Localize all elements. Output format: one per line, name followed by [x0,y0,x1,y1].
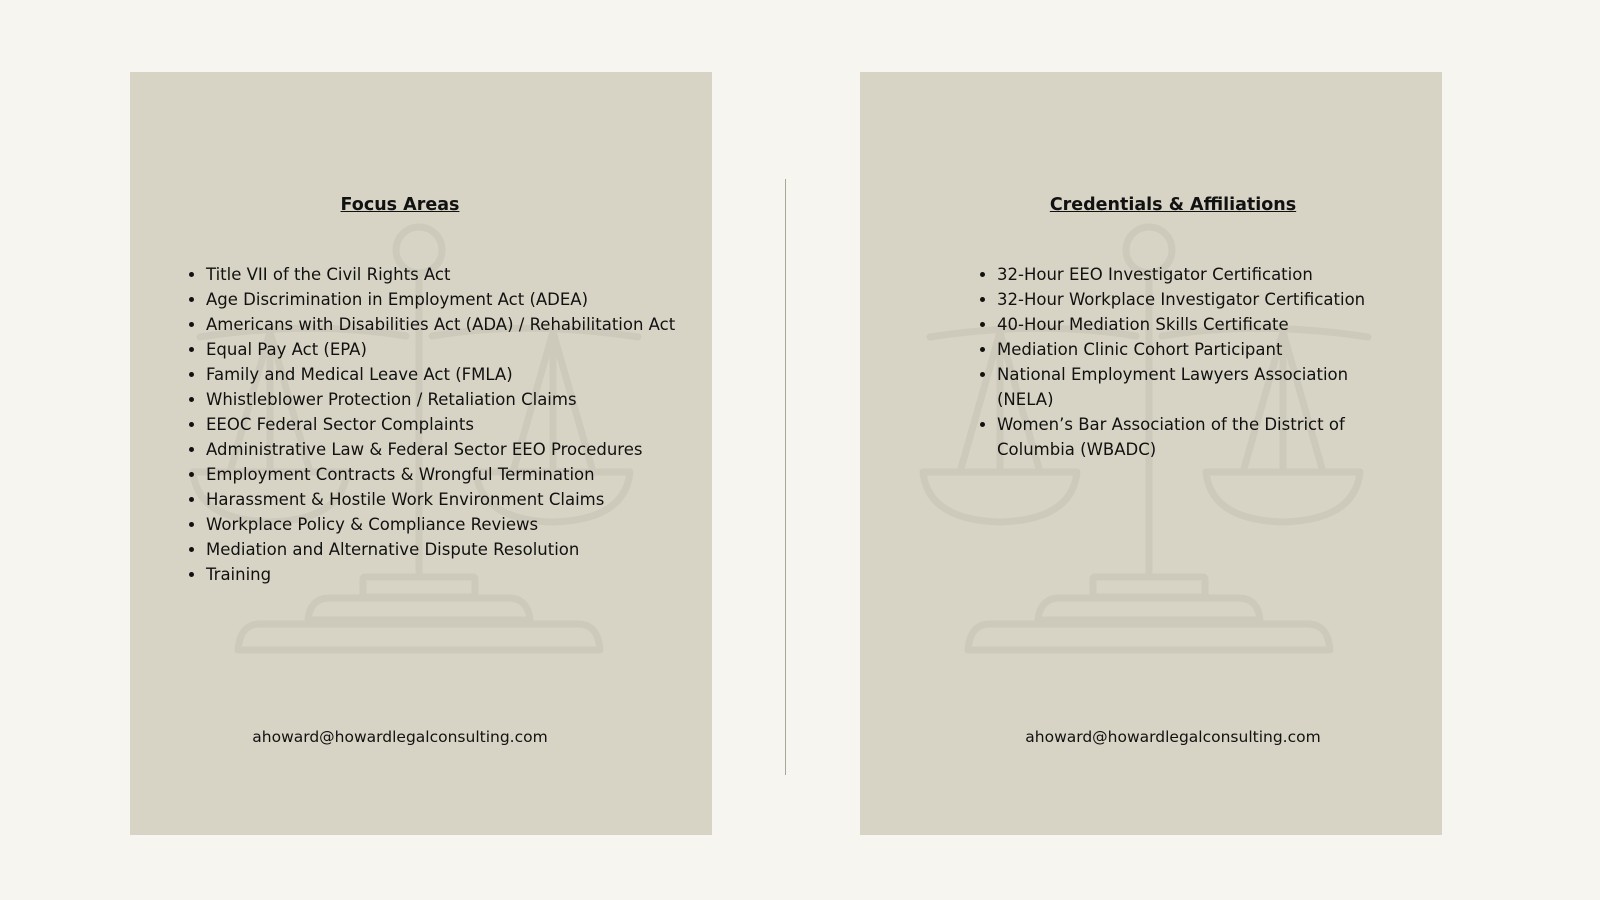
focus-areas-card [130,72,712,835]
focus-areas-title: Focus Areas [340,195,460,215]
list-item: • Title VII of the Civil Rights Act [206,262,712,287]
credentials-list [973,262,1395,462]
list-item: • National Employment Lawyers Association (NELA) [997,362,1395,412]
list-item: • Mediation Clinic Cohort Participant [997,337,1395,362]
list-item: • Employment Contracts & Wrongful Termination [206,462,712,487]
list-item: • 40-Hour Mediation Skills Certificate [997,312,1395,337]
list-item: • EEOC Federal Sector Complaints [206,412,712,437]
list-item: • Whistleblower Protection / Retaliation Claims [206,387,712,412]
contact-email[interactable]: ahoward@howardlegalconsulting.com [252,728,548,746]
list-item: • Mediation and Alternative Dispute Resolution [206,537,712,562]
vertical-divider [785,179,786,775]
list-item: • 32-Hour EEO Investigator Certification [997,262,1395,287]
list-item: • Training [206,562,712,587]
list-item: • Women’s Bar Association of the District of Columbia (WBADC) [997,412,1395,462]
list-item: • Harassment & Hostile Work Environment Claims [206,487,712,512]
list-item: • Americans with Disabilities Act (ADA) / Rehabilitation Act [206,312,712,337]
list-item: • Equal Pay Act (EPA) [206,337,712,362]
list-item: • Workplace Policy & Compliance Reviews [206,512,712,537]
focus-areas-list [182,262,712,587]
credentials-card [860,72,1442,835]
list-item: • 32-Hour Workplace Investigator Certification [997,287,1395,312]
list-item: • Family and Medical Leave Act (FMLA) [206,362,712,387]
contact-email[interactable]: ahoward@howardlegalconsulting.com [1025,728,1321,746]
list-item: • Age Discrimination in Employment Act (ADEA) [206,287,712,312]
credentials-title: Credentials & Affiliations [1049,195,1297,215]
list-item: • Administrative Law & Federal Sector EEO Procedures [206,437,712,462]
